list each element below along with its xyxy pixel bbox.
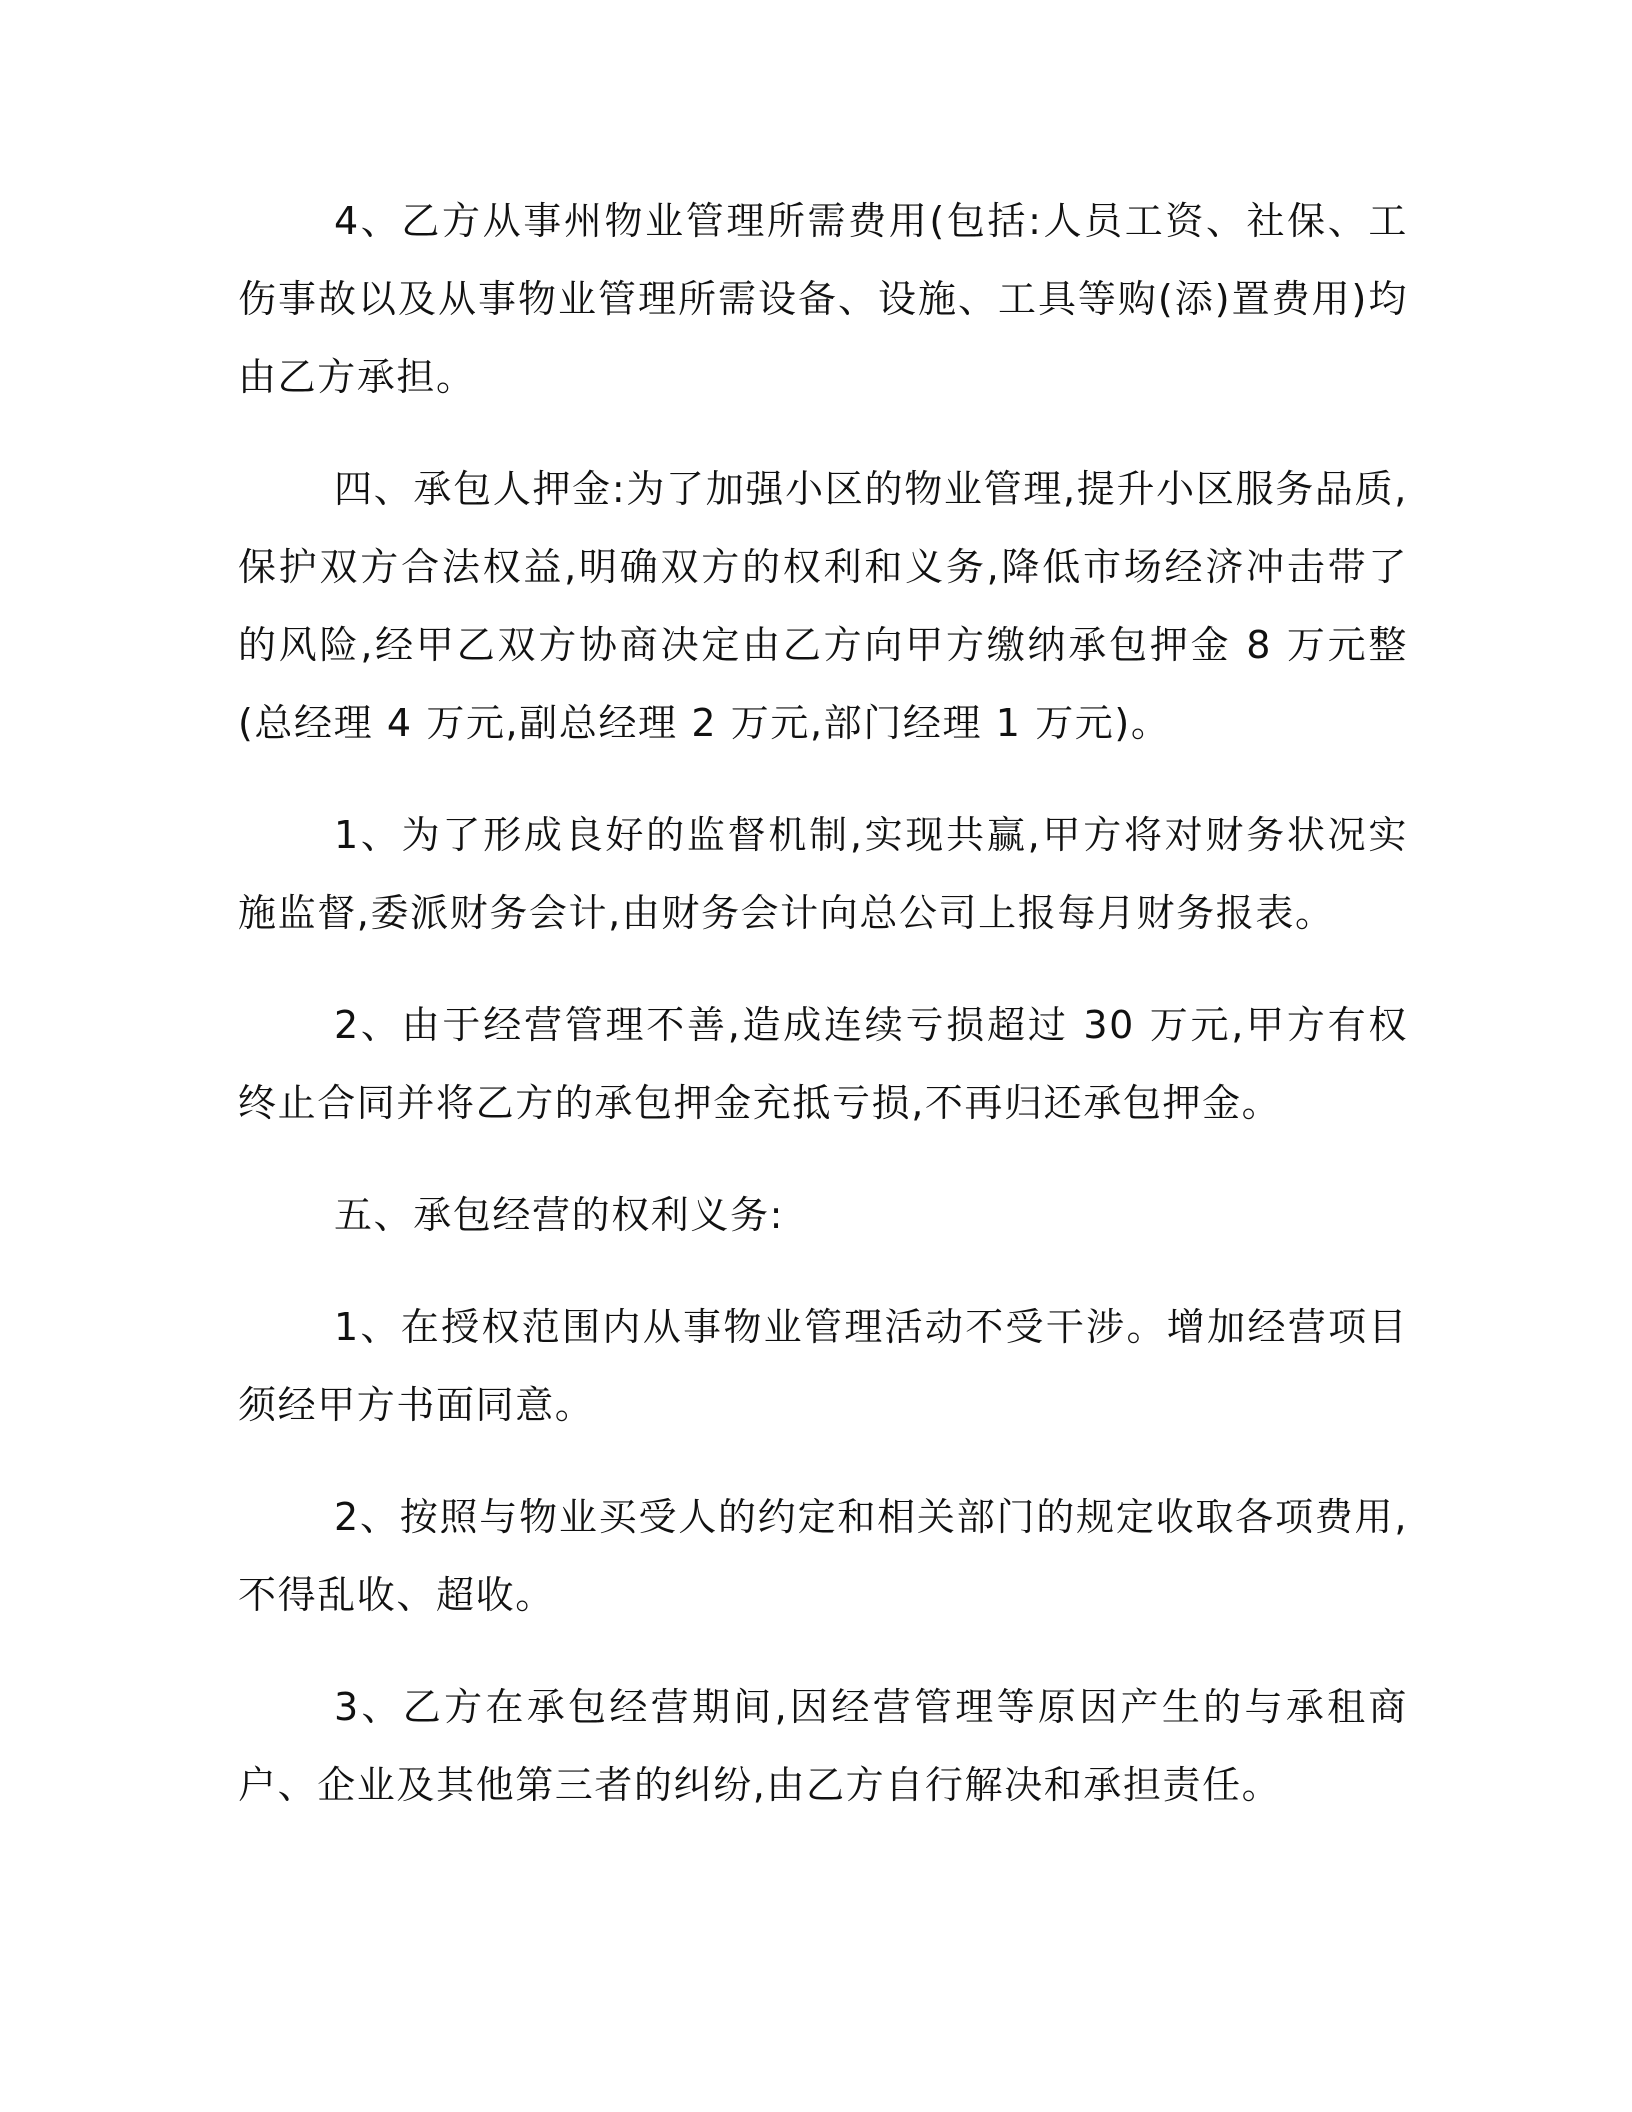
paragraph-item-2-loss-termination: 2、由于经营管理不善,造成连续亏损超过 30 万元,甲方有权终止合同并将乙方的承包押金充抵亏损,不再归还承包押金。	[238, 1003, 1408, 1125]
paragraph-item-2-fees: 2、按照与物业买受人的约定和相关部门的规定收取各项费用,不得乱收、超收。	[238, 1495, 1408, 1617]
paragraph-section-5-heading: 五、承包经营的权利义务:	[334, 1193, 785, 1237]
paragraph-item-4-expenses: 4、乙方从事州物业管理所需费用(包括:人员工资、社保、工伤事故以及从事物业管理所需设备、设施、工具等购(添)置费用)均由乙方承担。	[238, 199, 1408, 399]
document-body	[238, 182, 1408, 1858]
paragraph-item-1-authorization: 1、在授权范围内从事物业管理活动不受干涉。增加经营项目须经甲方书面同意。	[238, 1305, 1408, 1427]
paragraph-item-3-disputes: 3、乙方在承包经营期间,因经营管理等原因产生的与承租商户、企业及其他第三者的纠纷,由乙方自行解决和承担责任。	[238, 1685, 1408, 1807]
paragraph-section-4-deposit: 四、承包人押金:为了加强小区的物业管理,提升小区服务品质,保护双方合法权益,明确双方的权利和义务,降低市场经济冲击带了的风险,经甲乙双方协商决定由乙方向甲方缴纳承包押金 8 万元整(总经理 4 万元,副总经理 2 万元,部门经理 1 万元)。	[238, 467, 1408, 745]
paragraph-item-1-supervision: 1、为了形成良好的监督机制,实现共赢,甲方将对财务状况实施监督,委派财务会计,由财务会计向总公司上报每月财务报表。	[238, 813, 1408, 935]
